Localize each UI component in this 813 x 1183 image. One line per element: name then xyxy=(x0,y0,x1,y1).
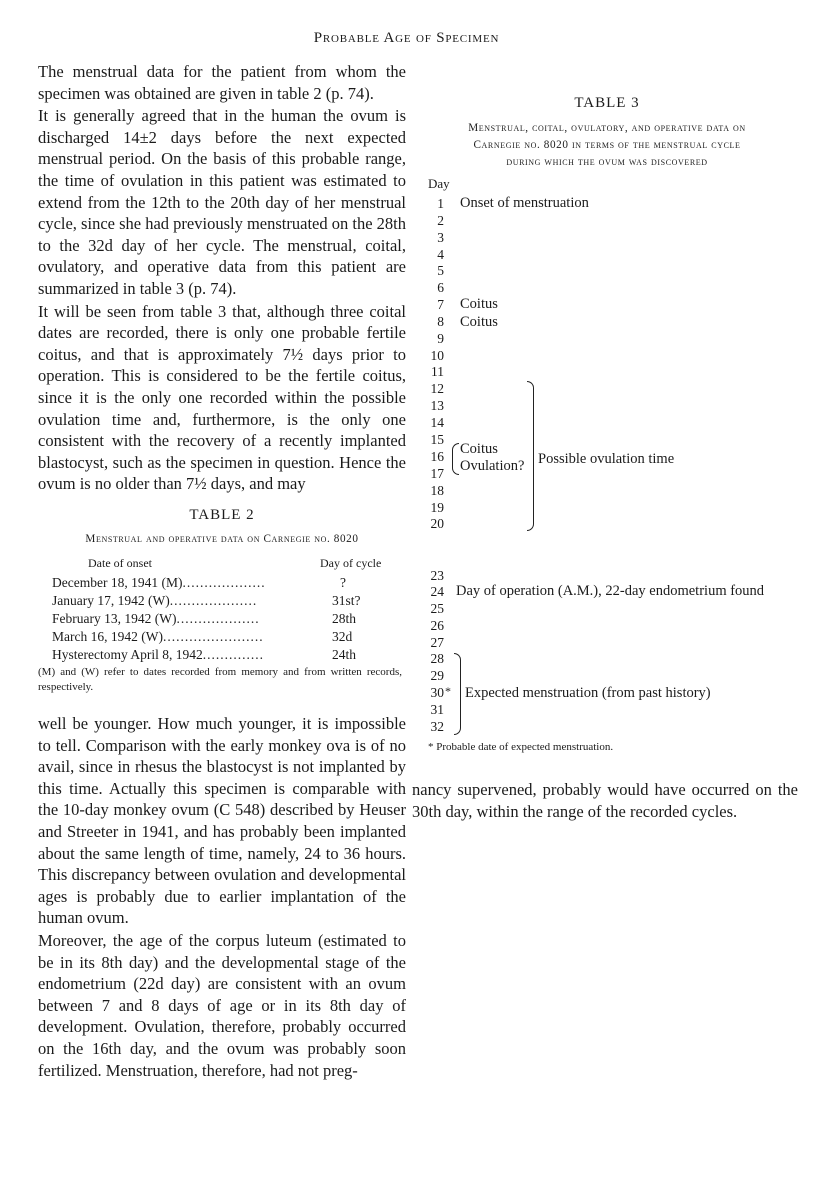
table2-row: December 18, 1941 (M)................... ? xyxy=(52,575,346,590)
left-column-top xyxy=(38,61,406,495)
paragraph-3: It will be seen from table 3 that, although three coital dates are recorded, there is only one probable fertile coitus, and that is approximately 7½ days prior to operation. This is considered to be the fertile coitus, since it is the only one recorded within the possible ovulation time and, furthermore, is the only one consistent with the recovery of a recently implanted blastocyst, such as the specimen in question. Hence the ovum is no older than 7½ days, and may xyxy=(38,301,406,494)
day-number: 27 xyxy=(430,635,444,650)
day-number: 12 xyxy=(430,381,444,396)
ovulation-range-brace xyxy=(527,381,534,531)
table2-day: 31st? xyxy=(332,593,361,608)
table2-col-onset: Date of onset xyxy=(88,556,152,570)
day-number: 3 xyxy=(437,230,444,245)
day-number: 15 xyxy=(430,432,444,447)
table2-date: January 17, 1942 (W) xyxy=(52,593,170,608)
table2-date: December 18, 1941 (M) xyxy=(52,575,183,590)
table2-row: February 13, 1942 (W)................... 28th xyxy=(52,611,357,626)
day-number: 9 xyxy=(437,331,444,346)
paragraph-1: The menstrual data for the patient from whom the specimen was obtained are given in table 2 (p. 74). xyxy=(38,62,406,103)
coitus-label-day16: Coitus xyxy=(460,441,498,457)
day-number: 25 xyxy=(430,601,444,616)
day-number: 10 xyxy=(430,348,444,363)
continuation-paragraph: nancy supervened, probably would have occurred on the 30th day, within the range of the recorded cycles. xyxy=(412,780,798,821)
table2-note: (M) and (W) refer to dates recorded from memory and from written records, respectively. xyxy=(38,666,402,693)
table2-day: ? xyxy=(340,575,346,590)
day-number: 5 xyxy=(437,263,444,278)
table2-day: 24th xyxy=(332,647,357,662)
table2-row: March 16, 1942 (W)....................... 32d xyxy=(52,629,353,644)
day-number: 31 xyxy=(430,702,444,717)
day-number: 2 xyxy=(437,213,444,228)
table2-title: TABLE 2 xyxy=(189,507,255,523)
table3-title: TABLE 3 xyxy=(574,95,640,111)
day-number: 18 xyxy=(430,483,444,498)
day-number: 8 xyxy=(437,314,444,329)
table2-caption: Menstrual and operative data on Carnegie no. 8020 xyxy=(85,533,359,545)
running-header: Probable Age of Specimen xyxy=(313,30,500,46)
day-number: 6 xyxy=(437,280,444,295)
table2-row: January 17, 1942 (W).................... 31st? xyxy=(52,593,361,608)
table2-date: Hysterectomy April 8, 1942 xyxy=(52,647,203,662)
day-number: 11 xyxy=(431,364,444,379)
table3-caption xyxy=(412,120,802,171)
table2-col-day: Day of cycle xyxy=(320,556,382,570)
table2-row: Hysterectomy April 8, 1942.............. 24th xyxy=(52,647,357,662)
day-number: 4 xyxy=(437,247,444,262)
table2-day: 28th xyxy=(332,611,357,626)
table3-caption-line3: during which the ovum was discovered xyxy=(506,156,708,168)
ovulation-label: Ovulation? xyxy=(460,458,525,474)
asterisk-mark: * xyxy=(445,684,451,698)
day-number: 32 xyxy=(430,719,444,734)
expected-menstruation-label: Expected menstruation (from past history) xyxy=(465,685,711,701)
day-number: 28 xyxy=(430,651,444,666)
day-number: 30 xyxy=(430,685,444,700)
table3-day-header: Day xyxy=(428,176,450,191)
operation-label: Day of operation (A.M.), 22-day endometrium found xyxy=(456,583,765,599)
day-number: 17 xyxy=(430,466,444,481)
day-number: 7 xyxy=(437,297,444,312)
table3-caption-line2: Carnegie no. 8020 in terms of the menstrual cycle xyxy=(473,139,741,151)
day16-brace xyxy=(452,443,459,475)
menstruation-range-brace xyxy=(454,653,461,735)
paragraph-4: well be younger. How much younger, it is impossible to tell. Comparison with the early monkey ova is of no avail, since in rhesus the blastocyst is not implanted by this time. Actually this specimen is comparable with the 10-day monkey ovum (C 548) described by Heuser and Streeter in 1941, and has probably been implanted about the same length of time, namely, 24 to 36 hours. This discrepancy between ovulation and developmental ages is probably due to earlier implantation of the human ovum. xyxy=(38,714,406,928)
day-number: 29 xyxy=(430,668,444,683)
day-number: 1 xyxy=(437,196,444,211)
left-column-bottom xyxy=(38,713,406,1081)
table2-rows xyxy=(52,575,392,665)
day-number: 14 xyxy=(430,415,444,430)
table2-date: February 13, 1942 (W) xyxy=(52,611,177,626)
day-number: 26 xyxy=(430,618,444,633)
right-column-text xyxy=(412,779,798,822)
coitus-label-day8: Coitus xyxy=(460,314,498,330)
day-number: 19 xyxy=(430,500,444,515)
coitus-label-day7: Coitus xyxy=(460,296,498,312)
table2-day: 32d xyxy=(332,629,353,644)
paragraph-2: It is generally agreed that in the human the ovum is discharged 14±2 days before the next expected menstrual period. On the basis of this probable range, the time of ovulation in this patient was estimated to extend from the 12th to the 20th day of her menstrual cycle, since she had previously menstruated on the 28th to the 32d day of her cycle. The menstrual, coital, ovulatory, and operative data from this patient are summarized in table 3 (p. 74). xyxy=(38,106,406,298)
possible-ovulation-label: Possible ovulation time xyxy=(538,451,675,467)
table2-date: March 16, 1942 (W) xyxy=(52,629,163,644)
table3-footnote: * Probable date of expected menstruation. xyxy=(428,741,614,753)
day-number: 16 xyxy=(430,449,444,464)
day-number: 20 xyxy=(430,516,444,531)
paragraph-5: Moreover, the age of the corpus luteum (estimated to be in its 8th day) and the developmental stage of the endometrium (22d day) are consistent with an ovum between 7 and 8 days of age or in its 8th day of development. Ovulation, therefore, probably occurred on the 16th day, and the ovum was probably soon fertilized. Menstruation, therefore, had not preg- xyxy=(38,930,406,1080)
onset-label: Onset of menstruation xyxy=(460,195,589,211)
day-number: 23 xyxy=(430,568,444,583)
table3-caption-line1: Menstrual, coital, ovulatory, and operative data on xyxy=(468,122,746,134)
day-number: 13 xyxy=(430,398,444,413)
day-number: 24 xyxy=(430,584,444,599)
